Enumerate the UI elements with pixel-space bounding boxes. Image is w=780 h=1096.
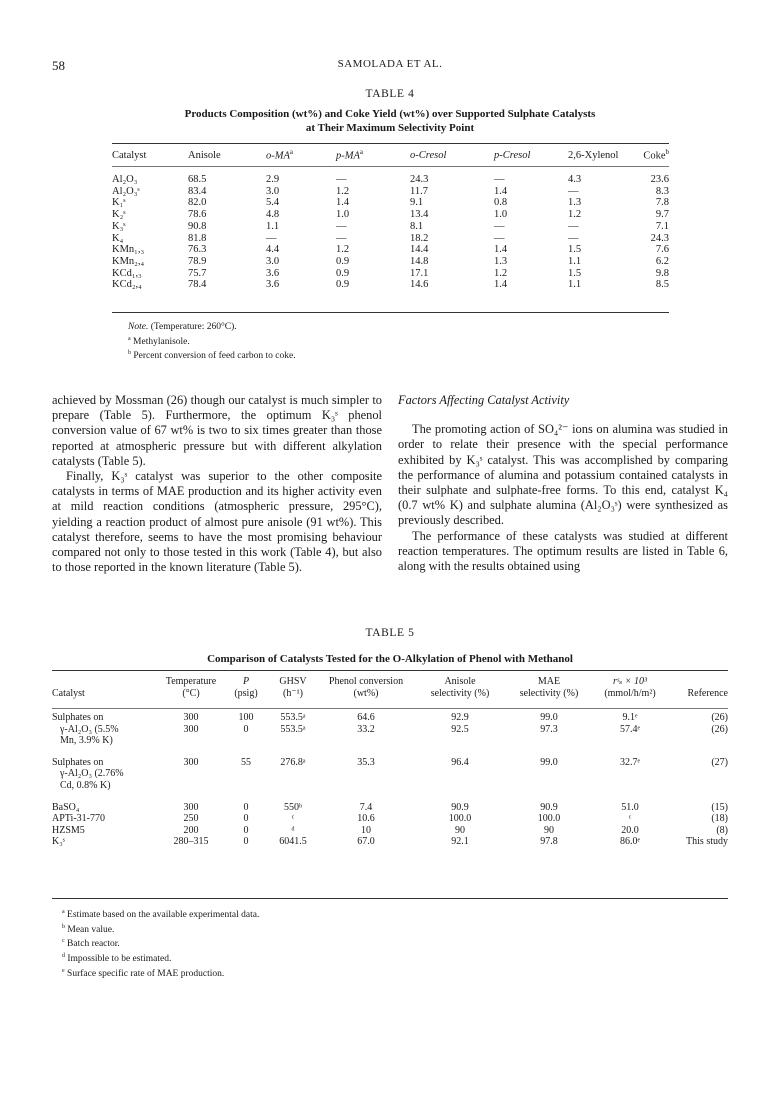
table5-header-reference: Reference xyxy=(687,688,728,699)
table5-cell-line: γ-Al₂O₃ (5.5% xyxy=(60,723,119,735)
table4-header-o-ma: $o-MA^a$ xyxy=(266,148,294,162)
table4-cell-o-ma: 4.8 xyxy=(266,209,280,221)
table5-cell-mae xyxy=(504,836,594,848)
table5-footnote-e: $^e$ Surface specific rate of MAE production. xyxy=(62,967,225,979)
table4-caption-line1: Products Composition (wt%) and Coke Yield (wt%) over Supported Sulphate Catalysts xyxy=(184,108,596,120)
table4-cell-o-ma: 2.9 xyxy=(266,174,280,185)
table4-note: Note. (Temperature: 260°C). xyxy=(128,322,237,332)
table4-row xyxy=(112,268,669,280)
table4-cell-catalyst: K₃ˢ xyxy=(112,220,126,232)
table5-cell-line: 100 xyxy=(238,712,254,723)
table5-cell-ghsv xyxy=(270,747,316,792)
table5-cell-rate xyxy=(594,747,666,792)
table4-cell-p-ma: 0.9 xyxy=(336,267,350,279)
table5-cell-catalyst xyxy=(52,747,160,792)
table4-cell-coke: 24.3 xyxy=(650,232,669,244)
table5-cell-line: 10 xyxy=(361,824,371,836)
table4-cell-catalyst: Al₂O₃ˢ xyxy=(112,185,140,197)
table5-cell-phenol xyxy=(316,825,416,837)
table5-cell-line: 90.9 xyxy=(451,801,469,813)
table5-cell-line: (26) xyxy=(711,712,728,723)
table5-cell-line: HZSM5 xyxy=(52,824,85,836)
table4-cell-p-cresol: 0.8 xyxy=(494,197,508,209)
table5-cell-ref xyxy=(666,792,728,814)
table5-cell-p xyxy=(222,836,270,848)
table4-footnote-b: $^b$ Percent conversion of feed carbon to coke. xyxy=(128,350,296,362)
table5-cell-ref xyxy=(666,813,728,825)
body-left-column xyxy=(52,393,382,575)
table4-cell-coke: 7.6 xyxy=(655,244,669,256)
table4-cell-p-ma: — xyxy=(336,174,347,185)
table5-label: TABLE 5 xyxy=(365,627,415,639)
table4-header-p-ma: $p-MA^a$ xyxy=(336,148,364,162)
table5-footnote-a: $^a$ Estimate based on the available experimental data. xyxy=(62,909,260,921)
table5-cell-line: 90.9 xyxy=(540,801,558,813)
table4-row xyxy=(112,166,669,186)
table5-cell-line: This study xyxy=(686,836,728,848)
table5-cell-line: 9.1ᵉ xyxy=(622,712,638,723)
table5-caption: Comparison of Catalysts Tested for the O-Alkylation of Phenol with Methanol xyxy=(207,653,573,665)
table5-cell-line: 33.2 xyxy=(357,723,375,735)
table5-cell-line: APTi-31-770 xyxy=(52,813,105,825)
table4-cell-xylenol: 1.1 xyxy=(568,255,582,267)
table4-header-row xyxy=(112,144,669,167)
table5-cell-line: (15) xyxy=(711,801,728,813)
table4-row xyxy=(112,244,669,256)
table5-cell-line: 300 xyxy=(183,712,199,723)
table4-row xyxy=(112,233,669,245)
table5-cell-temp xyxy=(160,825,222,837)
table5-cell-line: 0 xyxy=(243,836,249,848)
table4-cell-anisole: 75.7 xyxy=(188,267,207,279)
table4-cell-p-cresol: — xyxy=(494,174,505,185)
table5-cell-line: ᶜ xyxy=(628,813,632,825)
table4-cell-anisole: 81.8 xyxy=(188,232,207,244)
running-head: SAMOLADA ET AL. xyxy=(337,58,443,70)
table5-cell-ghsv xyxy=(270,825,316,837)
table4-cell-p-cresol: — xyxy=(494,220,505,232)
table4-cell-xylenol: 1.1 xyxy=(568,279,582,291)
table5-footnote-d: $^d$ Impossible to be estimated. xyxy=(62,952,172,965)
table4-cell-o-ma: 1.1 xyxy=(266,220,280,232)
table4-cell-o-cresol: 17.1 xyxy=(410,267,429,279)
table4-cell-p-ma: 1.4 xyxy=(336,197,350,209)
table5-header-mae: MAE selectivity (%) xyxy=(519,676,579,699)
table4-cell-o-cresol: 13.4 xyxy=(410,209,429,221)
table5-cell-line: 99.0 xyxy=(540,712,558,723)
table5-cell-line: 0 xyxy=(243,824,249,836)
table4-cell-catalyst: K₂ˢ xyxy=(112,209,126,221)
table4-row xyxy=(112,256,669,268)
table4-notes xyxy=(128,322,296,363)
table4-cell-catalyst: KCd₂,₄ xyxy=(112,279,142,291)
table4-row xyxy=(112,186,669,198)
table5-cell-temp xyxy=(160,813,222,825)
table4-cell-p-ma: — xyxy=(336,220,347,232)
table4-cell-coke: 6.2 xyxy=(655,255,669,267)
table5-cell-line: 553.5ᵃ xyxy=(280,723,306,735)
table5-cell-catalyst xyxy=(52,792,160,814)
table5-cell-line: 20.0 xyxy=(621,824,639,836)
table4-cell-catalyst: K₁ˢ xyxy=(112,197,126,209)
table5-cell-phenol xyxy=(316,747,416,792)
table5-cell-line: 64.6 xyxy=(357,712,375,723)
table4-cell-p-cresol: 1.0 xyxy=(494,209,508,221)
table5-cell-mae xyxy=(504,747,594,792)
table5-row xyxy=(52,747,728,792)
table4-cell-coke: 7.1 xyxy=(655,220,669,232)
table4-cell-o-cresol: 11.7 xyxy=(410,185,428,197)
table5-cell-line: 280–315 xyxy=(173,836,209,848)
table5-cell-anisole xyxy=(416,813,504,825)
table4-cell-xylenol: 1.2 xyxy=(568,209,582,221)
table4-cell-anisole: 78.4 xyxy=(188,279,207,291)
table5-cell-line: Mn, 3.9% K) xyxy=(60,735,113,747)
table5-cell-line: 99.0 xyxy=(540,756,558,768)
table5-cell-line: 0 xyxy=(243,723,249,735)
table4-cell-coke: 8.5 xyxy=(655,279,669,291)
table5-cell-line: (8) xyxy=(716,824,728,836)
table5-cell-line: 6041.5 xyxy=(279,836,307,848)
table5-cell-anisole xyxy=(416,825,504,837)
table5-cell-temp xyxy=(160,836,222,848)
table5 xyxy=(52,676,728,848)
table5-row xyxy=(52,825,728,837)
table5-cell-line: ᶜ xyxy=(291,813,295,825)
table4-cell-o-ma: 3.0 xyxy=(266,185,280,197)
table5-cell-line: 90 xyxy=(455,824,465,836)
table5-cell-phenol xyxy=(316,836,416,848)
table5-cell-anisole xyxy=(416,792,504,814)
table4-cell-xylenol: — xyxy=(568,220,579,232)
table4-cell-coke: 8.3 xyxy=(655,185,669,197)
table5-cell-phenol xyxy=(316,813,416,825)
table5-cell-mae xyxy=(504,825,594,837)
table4-header-rule xyxy=(112,166,669,167)
table4-cell-coke: 23.6 xyxy=(650,174,669,185)
table5-cell-temp xyxy=(160,747,222,792)
table4-cell-o-cresol: 8.1 xyxy=(410,220,424,232)
page-number: 58 xyxy=(52,58,65,73)
table4-cell-p-ma: 1.2 xyxy=(336,244,350,256)
table4-cell-catalyst: KCd₁,₃ xyxy=(112,267,142,279)
table4-header-anisole: Anisole xyxy=(188,149,221,161)
table4-header-coke: Coke$^b$ xyxy=(643,148,669,162)
table5-cell-ghsv xyxy=(270,836,316,848)
table5-cell-line: 553.5ᵃ xyxy=(280,712,306,723)
table5-cell-line: 86.0ᵉ xyxy=(619,836,641,848)
table4-cell-o-cresol: 14.6 xyxy=(410,279,429,291)
table4-cell-xylenol: — xyxy=(568,185,579,197)
table5-header-anisole: Anisole selectivity (%) xyxy=(430,676,490,699)
table5-header-rule xyxy=(52,708,728,709)
table4-cell-o-ma: 3.0 xyxy=(266,255,280,267)
table4-footnote-a: $^a$ Methylanisole. xyxy=(128,335,190,347)
table5-cell-line: Sulphates on xyxy=(52,756,104,768)
table5-header-rate: rˢₛ × 10³ (mmol/h/m²) xyxy=(604,676,656,699)
table5-bottom-rule xyxy=(52,898,728,899)
table4-row xyxy=(112,197,669,209)
table4-cell-p-ma: 0.9 xyxy=(336,279,350,291)
table5-cell-anisole xyxy=(416,836,504,848)
body-left-paragraph-1: achieved by Mossman (26) though our catalyst is much simpler to prepare (Table 5). Furthermore, the optimum K₃ˢ phenol conversion value of 67 wt% is two to six times greater than those reported at atmospheric pressure but with different alkylation catalysts (Table 5). xyxy=(52,393,382,468)
table5-cell-rate xyxy=(594,836,666,848)
table5-cell-line: 35.3 xyxy=(357,756,375,768)
table5-cell-ghsv xyxy=(270,792,316,814)
table4-cell-p-cresol: 1.4 xyxy=(494,279,508,291)
table4-cell-o-cresol: 18.2 xyxy=(410,232,429,244)
table5-cell-line: 7.4 xyxy=(359,801,373,813)
table5-cell-line: 550ᵇ xyxy=(283,801,303,813)
table5-cell-ref xyxy=(666,836,728,848)
table5-cell-line: K₃ˢ xyxy=(52,836,65,848)
table4-cell-p-ma: — xyxy=(336,232,347,244)
table4-cell-p-cresol: 1.4 xyxy=(494,244,508,256)
table5-cell-line: Sulphates on xyxy=(52,712,104,723)
table5-cell-rate xyxy=(594,813,666,825)
table5-cell-line: 57.4ᵉ xyxy=(619,723,641,735)
table4-cell-p-cresol: — xyxy=(494,232,505,244)
table4-caption-line2: at Their Maximum Selectivity Point xyxy=(305,122,475,134)
table4-cell-o-cresol: 9.1 xyxy=(410,197,424,209)
table4-cell-o-cresol: 24.3 xyxy=(410,174,429,185)
table4-cell-p-cresol: 1.3 xyxy=(494,255,508,267)
table5-header-ghsv: GHSV (h⁻¹) xyxy=(279,676,307,699)
table5-cell-line: 250 xyxy=(183,813,199,825)
table5-cell-line: Cd, 0.8% K) xyxy=(60,779,111,791)
table5-header-catalyst: Catalyst xyxy=(52,688,85,699)
table5-row xyxy=(52,836,728,848)
table5-cell-line: 97.8 xyxy=(540,836,558,848)
table5-cell-ref xyxy=(666,825,728,837)
table5-cell-line: 100.0 xyxy=(448,813,472,825)
table5-header-row xyxy=(52,676,728,700)
table4-cell-catalyst: KMn₂,₄ xyxy=(112,255,145,267)
table5-cell-rate xyxy=(594,792,666,814)
table5-cell-line: 0 xyxy=(243,801,249,813)
table5-cell-line: 200 xyxy=(183,824,199,836)
table4-cell-o-cresol: 14.8 xyxy=(410,255,429,267)
table5-cell-line: ᵈ xyxy=(291,824,295,836)
table4-cell-catalyst: K₄ xyxy=(112,232,124,244)
table5-cell-line: 96.4 xyxy=(451,756,469,768)
table5-cell-catalyst xyxy=(52,813,160,825)
table4-cell-coke: 9.7 xyxy=(655,209,669,221)
table4-cell-anisole: 78.9 xyxy=(188,255,207,267)
table5-header-phenol: Phenol conversion (wt%) xyxy=(328,676,404,699)
table4-label: TABLE 4 xyxy=(365,88,415,100)
table5-cell-temp xyxy=(160,792,222,814)
table4-row xyxy=(112,279,669,291)
table4-cell-xylenol: 4.3 xyxy=(568,174,582,185)
table5-cell-anisole xyxy=(416,747,504,792)
table5-cell-line: 90 xyxy=(544,824,554,836)
table4-cell-anisole: 83.4 xyxy=(188,185,207,197)
table4-cell-catalyst: Al₂O₃ xyxy=(112,174,138,185)
table5-cell-line: 92.1 xyxy=(451,836,469,848)
body-right-column xyxy=(398,393,728,574)
table5-cell-rate xyxy=(594,825,666,837)
table4-row xyxy=(112,209,669,221)
table4-cell-catalyst: KMn₁,₃ xyxy=(112,244,145,256)
table5-cell-line: BaSO₄ xyxy=(52,801,80,813)
table4-cell-o-ma: 3.6 xyxy=(266,267,280,279)
table5-cell-line: 92.5 xyxy=(451,723,469,735)
table5-cell-line: 97.3 xyxy=(540,723,558,735)
table4-cell-coke: 9.8 xyxy=(655,267,669,279)
table5-cell-line: 67.0 xyxy=(357,836,375,848)
table4-cell-p-cresol: 1.2 xyxy=(494,267,508,279)
table5-cell-ref xyxy=(666,747,728,792)
table5-cell-line: (27) xyxy=(711,756,728,768)
table4-cell-anisole: 68.5 xyxy=(188,174,207,185)
table5-footnotes xyxy=(62,907,259,980)
table4-cell-anisole: 82.0 xyxy=(188,197,207,209)
table5-cell-line: 92.9 xyxy=(451,712,469,723)
table4-cell-o-ma: 4.4 xyxy=(266,244,280,256)
table4-cell-coke: 7.8 xyxy=(655,197,669,209)
table4-cell-o-cresol: 14.4 xyxy=(410,244,429,256)
table5-footnote-b: $^b$ Mean value. xyxy=(62,923,115,935)
table4-cell-o-ma: — xyxy=(266,232,277,244)
table4-row xyxy=(112,221,669,233)
table5-cell-p xyxy=(222,813,270,825)
table5-top-rule xyxy=(52,670,728,671)
table4-cell-anisole: 90.8 xyxy=(188,220,207,232)
table5-cell-line: 300 xyxy=(183,801,199,813)
table5-cell-p xyxy=(222,747,270,792)
table5-cell-line: 0 xyxy=(243,813,249,825)
table5-cell-phenol xyxy=(316,792,416,814)
table5-footnote-c: $^c$ Batch reactor. xyxy=(62,938,120,950)
table5-row xyxy=(52,813,728,825)
table5-cell-line: (26) xyxy=(711,723,728,735)
table4-cell-anisole: 76.3 xyxy=(188,244,207,256)
table5-cell-line: (18) xyxy=(711,813,728,825)
table4-bottom-rule xyxy=(112,312,669,313)
table4-cell-anisole: 78.6 xyxy=(188,209,207,221)
table5-cell-line: 10.6 xyxy=(357,813,375,825)
table5-row xyxy=(52,792,728,814)
table5-cell-mae xyxy=(504,813,594,825)
table4-cell-xylenol: 1.5 xyxy=(568,267,582,279)
table5-cell-p xyxy=(222,792,270,814)
table5-cell-ghsv xyxy=(270,813,316,825)
table5-cell-line: 300 xyxy=(183,723,199,735)
table5-cell-line: 32.7ᵉ xyxy=(619,756,641,768)
table5-header-temperature: Temperature (°C) xyxy=(165,676,217,699)
table4-cell-p-ma: 1.0 xyxy=(336,209,350,221)
table4-cell-xylenol: 1.3 xyxy=(568,197,582,209)
table5-cell-mae xyxy=(504,792,594,814)
table5-cell-line: 300 xyxy=(183,756,199,768)
table5-cell-line: 276.8ᵃ xyxy=(280,756,306,768)
table5-header-pressure: P (psig) xyxy=(234,676,258,699)
table4-cell-xylenol: 1.5 xyxy=(568,244,582,256)
table4-header-catalyst: Catalyst xyxy=(112,149,147,161)
table5-cell-catalyst xyxy=(52,836,160,848)
body-right-paragraph-2: The performance of these catalysts was studied at different reaction temperatures. The optimum results are listed in Table 6, along with the results obtained using xyxy=(398,528,728,574)
table4-header-xylenol: 2,6-Xylenol xyxy=(568,149,619,161)
section-heading: Factors Affecting Catalyst Activity xyxy=(398,393,570,407)
body-right-paragraph-1: The promoting action of SO₄²⁻ ions on alumina was studied in order to relate their presence with the special performance exhibited by K₃ˢ catalyst. This was accomplished by comparing the performance of alumina and potassium contained catalysts in their sulphate and sulphate-free forms. To this end, catalyst K₄ (0.7 wt% K) and sulphate alumina (Al₂O₃ˢ) were synthesized as previously described. xyxy=(398,422,728,528)
table4-cell-o-ma: 5.4 xyxy=(266,197,280,209)
table4-header-p-cresol: p-Cresol xyxy=(494,149,531,161)
body-left-paragraph-2: Finally, K₃ˢ catalyst was superior to the other composite catalysts in terms of MAE production and its higher activity even at mild reaction conditions (atmospheric pressure, 295°C), yielding a reaction product of almost pure anisole (91 wt%). This catalyst therefore, seems to have the most promising behaviour compared not only to those tested in this work (Table 4), but also to those reported in the known literature (Table 5). xyxy=(52,469,382,575)
table5-cell-line: 55 xyxy=(241,756,251,768)
table4-cell-o-ma: 3.6 xyxy=(266,279,280,291)
table5-cell-catalyst xyxy=(52,825,160,837)
table4-cell-xylenol: — xyxy=(568,232,579,244)
table4-cell-p-ma: 1.2 xyxy=(336,185,350,197)
table4-cell-p-ma: 0.9 xyxy=(336,255,350,267)
table4-cell-p-cresol: 1.4 xyxy=(494,185,508,197)
table5-cell-p xyxy=(222,825,270,837)
table5-cell-line: γ-Al₂O₃ (2.76% xyxy=(60,768,124,780)
table4-header-o-cresol: o-Cresol xyxy=(410,149,447,161)
table5-cell-line: 51.0 xyxy=(621,801,639,813)
table5-cell-line: 100.0 xyxy=(537,813,561,825)
